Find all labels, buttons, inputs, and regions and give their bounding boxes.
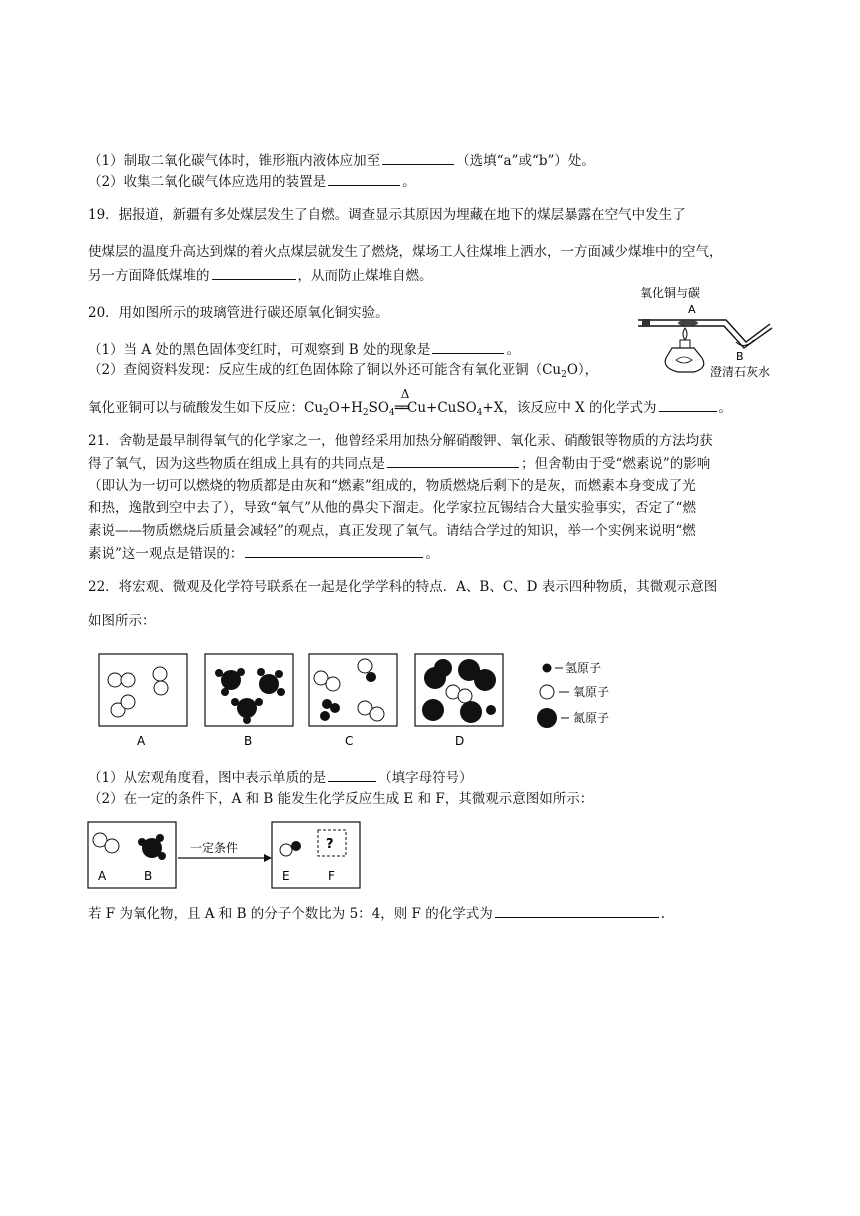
q22-part1 (88, 767, 473, 788)
box-c-label: C (345, 734, 354, 748)
q20-eq-sub3: 4 (388, 408, 395, 418)
q22-final-text: 若 F 为氧化物，且 A 和 B 的分子个数比为 5：4，则 F 的化学式为 (88, 906, 493, 922)
reaction-left-label-b: B (144, 869, 153, 883)
q20-part2-end: O）， (566, 362, 599, 378)
q20-eq-sub2: 2 (362, 408, 369, 418)
reaction-right-label-f: F (328, 869, 335, 883)
q21-line4: 和热，逸散到空中去了），导致“氧气”从他的鼻尖下溜走。化学家拉瓦锡结合大量实验事实，否定了“燃 (88, 500, 696, 516)
q20-eq-sub4: 4 (476, 408, 483, 418)
reaction-condition: 一定条件 (190, 841, 239, 855)
q21-answer2-blank[interactable] (245, 543, 423, 558)
q19-line3-text: 另一方面降低煤堆的 (88, 268, 210, 284)
q22-reaction-figure (86, 818, 376, 894)
legend-hydrogen: 氢原子 (565, 661, 602, 675)
q20-eq-arrow: ══ (394, 400, 407, 416)
particle-legend (537, 661, 609, 728)
q20-equation-line (88, 387, 733, 418)
q22-part1-text: （1）从宏观角度看，图中表示单质的是 (88, 770, 327, 786)
q20-part2-sub: 2 (561, 370, 567, 380)
q20-eq-mid4: +X，该反应中 X 的化学式为 (482, 400, 657, 416)
box-a-label: A (137, 734, 146, 748)
q20-figure-label-top: 氧化铜与碳 (640, 286, 701, 300)
q22-line1: 22．将宏观、微观及化学符号联系在一起是化学学科的特点．A、B、C、D 表示四种物质，其微观示意图 (88, 579, 718, 595)
q18-part2-text: （2）收集二氧化碳气体应选用的装置是 (88, 174, 327, 190)
q20-eq-delta: Δ (400, 387, 410, 401)
legend-oxygen: 氧原子 (573, 685, 610, 699)
q20-eq-tail: 。 (718, 400, 733, 416)
q20-eq-mid1: O+H (328, 400, 363, 416)
q20-eq-sub1: 2 (323, 408, 329, 418)
q18-part1-tail: （选填“a”或“b”）处。 (456, 153, 595, 169)
reaction-right-label-e: E (282, 869, 290, 883)
box-d-label: D (455, 734, 465, 748)
q20-figure-label-b: B (736, 350, 744, 363)
q19-line1: 19．据报道，新疆有多处煤层发生了自燃。调查显示其原因为埋藏在地下的煤层暴露在空气中发生了 (88, 207, 686, 223)
q22-particle-figure (95, 650, 635, 750)
q21-line3: （即认为一切可以燃烧的物质都是由灰和“燃素”组成的，物质燃烧后剩下的是灰，而燃素本身变成了光 (88, 478, 696, 494)
q19-answer-blank[interactable] (212, 265, 296, 280)
q22-part1-tail: （填字母符号） (378, 770, 473, 786)
q19-line2: 使煤层的温度升高达到煤的着火点煤层就发生了燃烧，煤场工人往煤堆上洒水，一方面减少煤堆中的空气， (88, 244, 723, 260)
q20-eq-condition (394, 387, 410, 418)
q20-part1 (88, 339, 520, 360)
q20-figure-label-water: 澄清石灰水 (710, 365, 771, 379)
q21-line5: 素说——物质燃烧后质量会减轻”的观点，真正发现了氧气。请结合学过的知识，举一个实例来说明“燃 (88, 523, 696, 539)
reaction-left-label-a: A (98, 869, 107, 883)
q21-line1: 21．舍勒是最早制得氧气的化学家之一，他曾经采用加热分解硝酸钾、氧化汞、硝酸银等物质的方法均获 (88, 433, 713, 449)
q20-part1-text: （1）当 A 处的黑色固体变红时，可观察到 B 处的现象是 (88, 342, 431, 358)
q22-final-tail: . (660, 906, 665, 922)
q18-part2 (88, 171, 416, 192)
q21-line6-text: 素说”这一观点是错误的： (88, 546, 244, 562)
q18-answer2-blank[interactable] (328, 171, 400, 186)
q21-line6-tail: 。 (425, 546, 439, 562)
q20-part1-tail: 。 (506, 342, 520, 358)
q20-figure-label-a: A (688, 303, 696, 316)
q20-part2 (88, 360, 598, 380)
q21-answer1-blank[interactable] (387, 453, 519, 468)
q22-answer1-blank[interactable] (328, 767, 376, 782)
q22-final (88, 903, 665, 924)
q20-answer2-blank[interactable] (659, 397, 717, 412)
q20-answer1-blank[interactable] (432, 339, 504, 354)
box-c (309, 654, 397, 748)
q21-line6 (88, 543, 439, 564)
q22-line2: 如图所示： (88, 613, 156, 629)
q22-part2: （2）在一定的条件下，A 和 B 能发生化学反应生成 E 和 F，其微观示意图如所示： (88, 791, 594, 807)
q21-line2-tail: ；但舍勒由于受“燃素说”的影响 (521, 456, 711, 472)
box-a (99, 654, 187, 748)
q18-answer1-blank[interactable] (382, 150, 454, 165)
q20-eq-text: 氧化亚铜可以与硫酸发生如下反应：Cu (88, 400, 324, 416)
q21-line2 (88, 453, 710, 474)
box-b (205, 654, 293, 748)
q18-part2-tail: 。 (402, 174, 416, 190)
q22-answer2-blank[interactable] (495, 903, 659, 918)
unknown-mark: ? (326, 837, 334, 852)
q19-line3 (88, 265, 433, 286)
q20-apparatus-figure (632, 284, 778, 380)
q20-part2-text: （2）查阅资料发现：反应生成的红色固体除了铜以外还可能含有氧化亚铜（Cu (88, 362, 562, 378)
q18-part1 (88, 150, 595, 171)
q18-part1-text: （1）制取二氧化碳气体时，锥形瓶内液体应加至 (88, 153, 381, 169)
q21-line2-text: 得了氧气，因为这些物质在组成上具有的共同点是 (88, 456, 385, 472)
q19-line3-tail: ，从而防止煤堆自燃。 (297, 268, 433, 284)
box-b-label: B (244, 734, 253, 748)
q20-stem: 20．用如图所示的玻璃管进行碳还原氧化铜实验。 (88, 305, 389, 321)
legend-nitrogen: 氮原子 (573, 711, 610, 725)
box-d (415, 654, 503, 748)
q20-eq-mid3: Cu+CuSO (406, 400, 477, 416)
q20-eq-mid2: SO (368, 400, 389, 416)
